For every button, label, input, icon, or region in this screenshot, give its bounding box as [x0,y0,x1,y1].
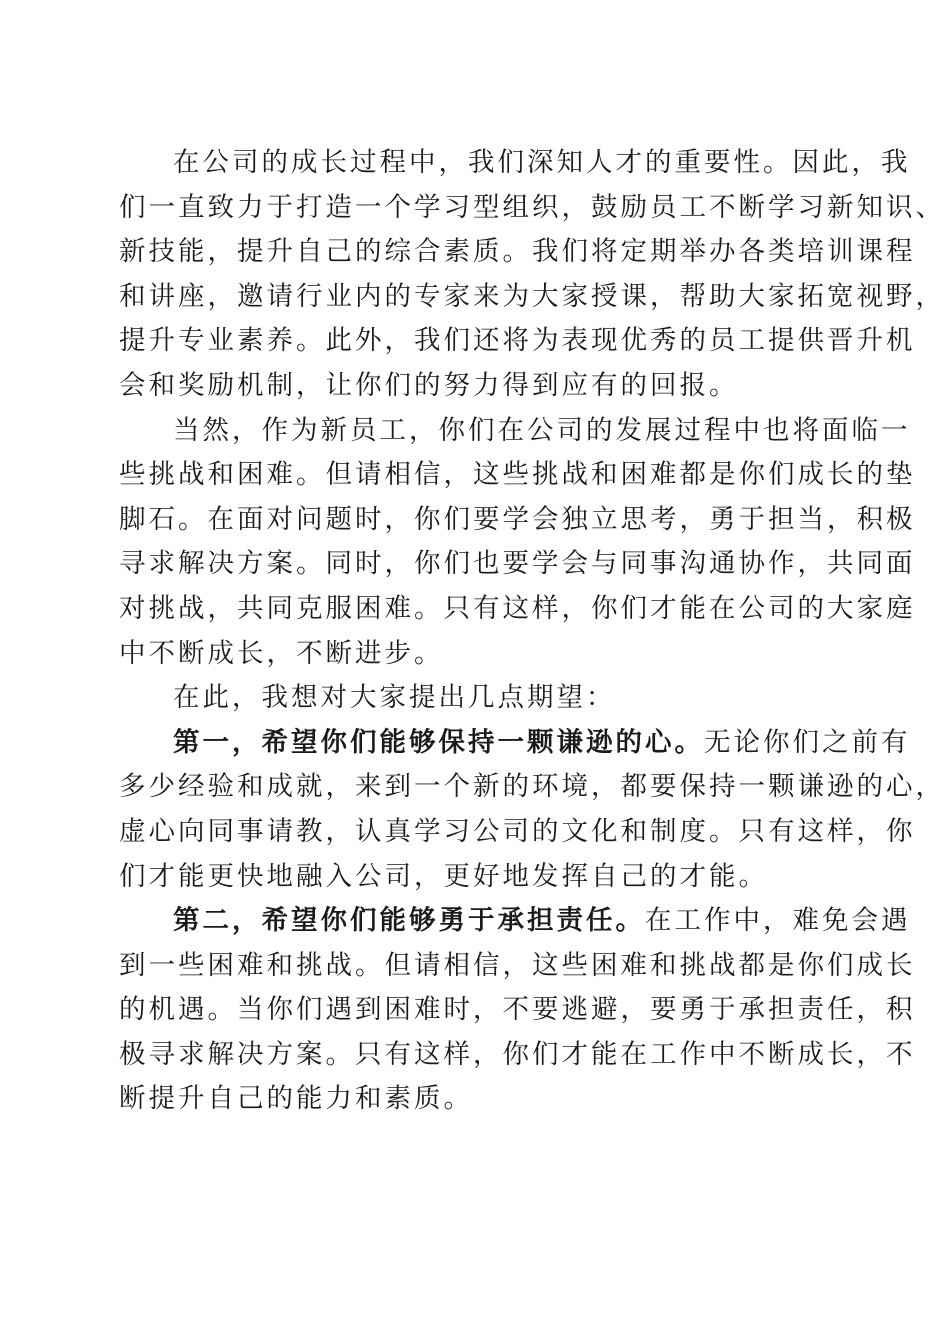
paragraph-talent [119,141,945,409]
text-line: 到一些困难和挑战。但请相信，这些困难和挑战都是你们成长 [119,949,916,981]
paragraph-expectations-intro [119,676,831,721]
paragraph-challenges [119,409,916,677]
text-line: 会和奖励机制，让你们的努力得到应有的回报。 [119,369,739,401]
text-line: 在此，我想对大家提出几点期望： [173,682,616,714]
paragraph-expectation-one [119,721,945,899]
text-line: 断提升自己的能力和素质。 [119,1083,473,1115]
text-line [119,721,911,766]
text-run: 在工作中，难免会遇 [645,905,911,937]
expectation-heading: 第一，希望你们能够保持一颗谦逊的心。 [173,726,704,758]
text-line [119,899,911,944]
text-line: 的机遇。当你们遇到困难时，不要逃避，要勇于承担责任，积 [119,994,916,1026]
text-line: 提升专业素养。此外，我们还将为表现优秀的员工提供晋升机 [119,325,916,357]
text-line: 们一直致力于打造一个学习型组织，鼓励员工不断学习新知识、 [119,191,945,223]
text-line: 当然，作为新员工，你们在公司的发展过程中也将面临一 [173,414,911,446]
text-run: 无论你们之前有 [704,726,911,758]
text-line: 在公司的成长过程中，我们深知人才的重要性。因此，我 [173,147,911,178]
expectation-heading: 第二，希望你们能够勇于承担责任。 [173,905,645,937]
text-line: 多少经验和成就，来到一个新的环境，都要保持一颗谦逊的心， [119,771,945,803]
document-body [119,141,945,1122]
text-line: 些挑战和困难。但请相信，这些挑战和困难都是你们成长的垫 [119,459,916,491]
text-line: 中不断成长，不断进步。 [119,637,444,669]
text-line: 和讲座，邀请行业内的专家来为大家授课，帮助大家拓宽视野， [119,280,945,312]
text-line: 新技能，提升自己的综合素质。我们将定期举办各类培训课程 [119,236,916,268]
text-line: 们才能更快地融入公司，更好地发挥自己的才能。 [119,860,768,892]
text-line: 虚心向同事请教，认真学习公司的文化和制度。只有这样，你 [119,815,916,847]
text-line: 寻求解决方案。同时，你们也要学会与同事沟通协作，共同面 [119,548,916,580]
paragraph-expectation-two [119,899,916,1122]
text-line: 极寻求解决方案。只有这样，你们才能在工作中不断成长，不 [119,1038,916,1070]
text-line: 对挑战，共同克服困难。只有这样，你们才能在公司的大家庭 [119,592,916,624]
text-line: 脚石。在面对问题时，你们要学会独立思考，勇于担当，积极 [119,503,916,535]
